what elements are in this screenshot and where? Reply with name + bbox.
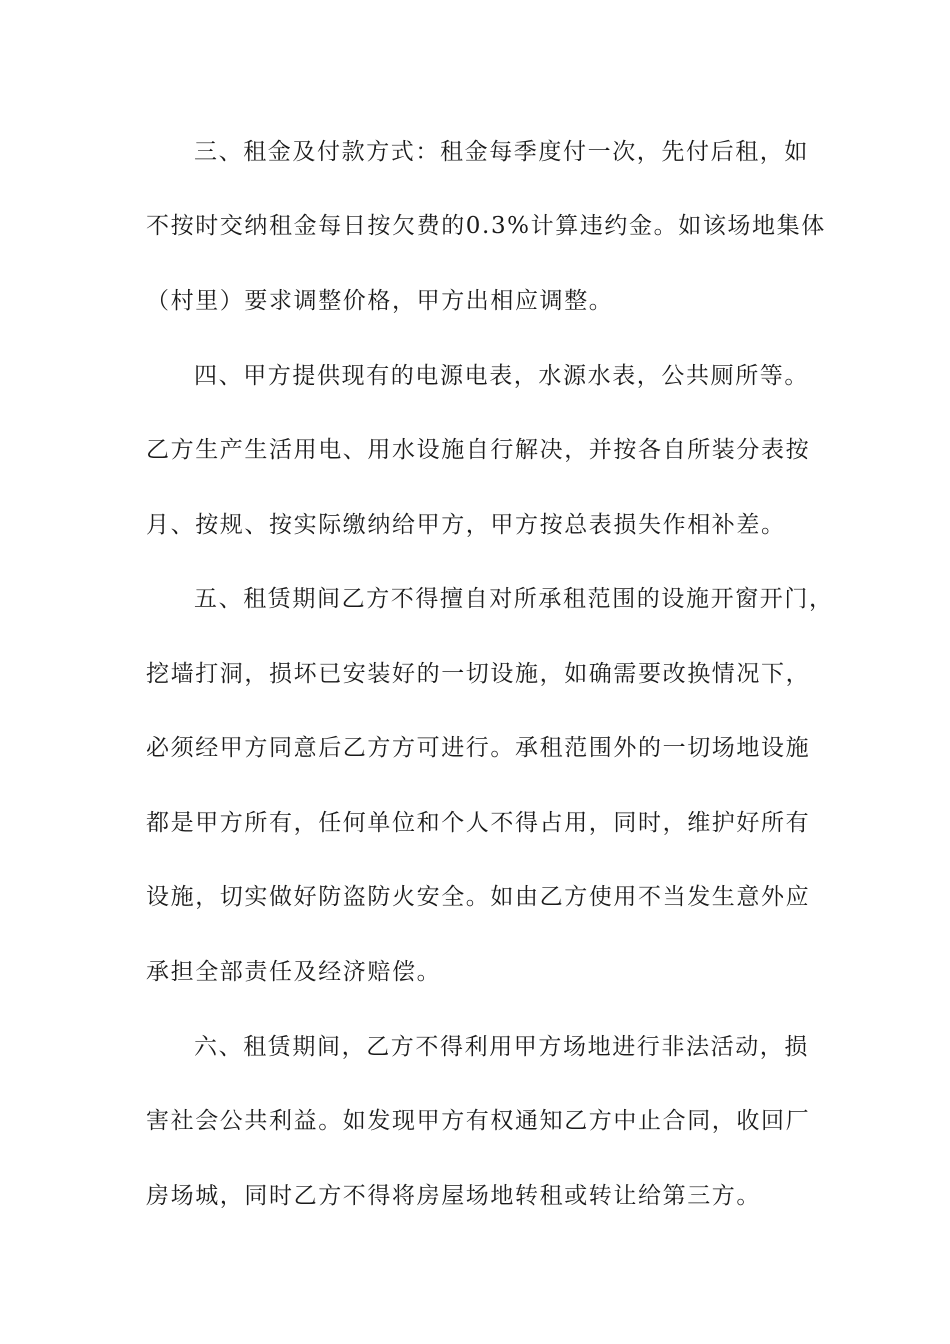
clause-5-line-6: 承担全部责任及经济赔偿。 xyxy=(146,959,442,985)
clause-4-line-3: 月、按规、按实际缴纳给甲方，甲方按总表损失作相补差。 xyxy=(146,512,786,538)
clause-6-line-1: 六、租赁期间，乙方不得利用甲方场地进行非法活动，损 xyxy=(194,1034,809,1060)
clause-5-line-1: 五、租赁期间乙方不得擅自对所承租范围的设施开窗开门， xyxy=(194,586,834,612)
clause-6-line-3: 房场城，同时乙方不得将房屋场地转租或转让给第三方。 xyxy=(146,1183,761,1209)
clause-4-line-2: 乙方生产生活用电、用水设施自行解决，并按各自所装分表按 xyxy=(146,437,811,463)
clause-5-line-4: 都是甲方所有，任何单位和个人不得占用，同时，维护好所有 xyxy=(146,810,811,836)
clause-3-line-1: 三、租金及付款方式：租金每季度付一次，先付后租，如 xyxy=(194,139,809,165)
clause-4-line-1: 四、甲方提供现有的电源电表，水源水表，公共厕所等。 xyxy=(194,363,809,389)
clause-6-line-2: 害社会公共利益。如发现甲方有权通知乙方中止合同，收回厂 xyxy=(146,1108,811,1134)
clause-5-line-5: 设施，切实做好防盗防火安全。如由乙方使用不当发生意外应 xyxy=(146,884,811,910)
clause-5-line-3: 必须经甲方同意后乙方方可进行。承租范围外的一切场地设施 xyxy=(146,735,811,761)
clause-3-line-2: 不按时交纳租金每日按欠费的0.3%计算违约金。如该场地集体 xyxy=(146,213,826,239)
clause-3-line-3: （村里）要求调整价格，甲方出相应调整。 xyxy=(146,288,614,314)
clause-5-line-2: 挖墙打洞，损坏已安装好的一切设施，如确需要改换情况下， xyxy=(146,661,811,687)
